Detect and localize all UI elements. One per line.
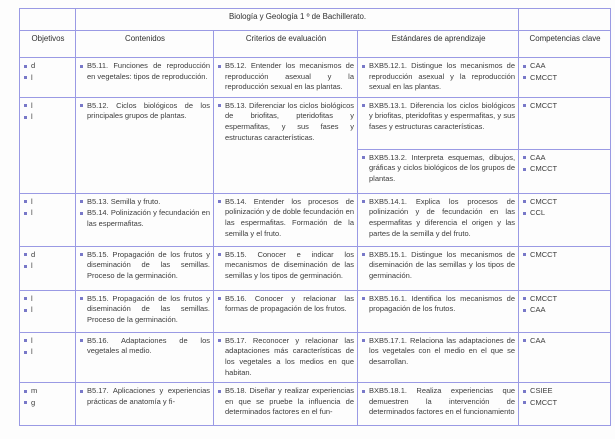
bullet-icon bbox=[523, 390, 526, 393]
bullet-icon bbox=[362, 65, 365, 68]
bullet-icon bbox=[523, 297, 526, 300]
competencias-cell bbox=[519, 193, 611, 246]
curriculum-table bbox=[19, 8, 611, 426]
list-item: d bbox=[24, 61, 72, 72]
bullet-icon bbox=[523, 200, 526, 203]
title-spacer-right bbox=[519, 9, 611, 31]
competencias-cell bbox=[519, 149, 611, 193]
bullet-icon bbox=[80, 339, 83, 342]
bullet-icon bbox=[24, 65, 27, 68]
col-header-objetivos: Objetivos bbox=[20, 31, 76, 58]
bullet-icon bbox=[523, 65, 526, 68]
bullet-icon bbox=[218, 104, 221, 107]
list-item: B5.15. Conocer e indicar los mecanismos de diseminación de las semillas y los tipos de germinación. bbox=[218, 250, 354, 282]
bullet-icon bbox=[523, 309, 526, 312]
criterios-cell bbox=[214, 246, 358, 290]
table-row bbox=[20, 58, 611, 98]
list-item: B5.17. Aplicaciones y experiencias prácticas de anatomía y fi- bbox=[80, 386, 210, 407]
list-item: CAA bbox=[523, 305, 607, 316]
competencias-cell bbox=[519, 290, 611, 332]
bullet-icon bbox=[218, 339, 221, 342]
list-item: B5.12. Ciclos biológicos de los principales grupos de plantas. bbox=[80, 101, 210, 122]
objetivos-cell bbox=[20, 332, 76, 382]
contenidos-cell bbox=[76, 97, 214, 193]
table-row bbox=[20, 246, 611, 290]
bullet-icon bbox=[218, 200, 221, 203]
list-item: CMCCT bbox=[523, 294, 607, 305]
bullet-icon bbox=[362, 200, 365, 203]
bullet-icon bbox=[24, 401, 27, 404]
bullet-icon bbox=[24, 297, 27, 300]
criterios-cell bbox=[214, 332, 358, 382]
bullet-icon bbox=[80, 297, 83, 300]
bullet-icon bbox=[24, 253, 27, 256]
list-item: CAA bbox=[523, 61, 607, 72]
list-item: B5.16. Adaptaciones de los vegetales al medio. bbox=[80, 336, 210, 357]
bullet-icon bbox=[362, 390, 365, 393]
list-item: B5.12. Entender los mecanismos de reproducción asexual y la reproducción sexual en las plantas. bbox=[218, 61, 354, 93]
list-item: l bbox=[24, 208, 72, 219]
list-item: g bbox=[24, 398, 72, 409]
list-item: l bbox=[24, 336, 72, 347]
bullet-icon bbox=[80, 390, 83, 393]
table-title: Biología y Geología 1 º de Bachillerato. bbox=[76, 9, 519, 31]
objetivos-cell bbox=[20, 246, 76, 290]
bullet-icon bbox=[523, 76, 526, 79]
list-item: B5.13. Semilla y fruto. bbox=[80, 197, 210, 208]
list-item: CMCCT bbox=[523, 197, 607, 208]
bullet-icon bbox=[362, 104, 365, 107]
bullet-icon bbox=[218, 253, 221, 256]
criterios-cell bbox=[214, 383, 358, 426]
list-item: B5.15. Propagación de los frutos y diseminación de las semillas. Proceso de la germinación. bbox=[80, 250, 210, 282]
criterios-cell bbox=[214, 193, 358, 246]
col-header-estandares: Estándares de aprendizaje bbox=[358, 31, 519, 58]
list-item: CMCCT bbox=[523, 164, 607, 175]
list-item: BXB5.12.1. Distingue los mecanismos de reproducción asexual y la reproducción sexual en las plantas. bbox=[362, 61, 515, 93]
list-item: B5.14. Polinización y fecundación en las espermafitas. bbox=[80, 208, 210, 229]
table-row bbox=[20, 193, 611, 246]
list-item: B5.18. Diseñar y realizar experiencias en que se pruebe la influencia de determinados factores en el fun- bbox=[218, 386, 354, 418]
contenidos-cell bbox=[76, 246, 214, 290]
bullet-icon bbox=[24, 200, 27, 203]
list-item: l bbox=[24, 347, 72, 358]
estandares-cell bbox=[358, 149, 519, 193]
contenidos-cell bbox=[76, 193, 214, 246]
list-item: l bbox=[24, 112, 72, 123]
list-item: m bbox=[24, 386, 72, 397]
estandares-cell bbox=[358, 58, 519, 98]
bullet-icon bbox=[80, 104, 83, 107]
list-item: BXB5.14.1. Explica los procesos de polinización y de fecundación en las espermafitas y diferencia el origen y las partes de la semilla y del fruto. bbox=[362, 197, 515, 239]
list-item: BXB5.13.2. Interpreta esquemas, dibujos, gráficas y ciclos biológicos de los grupos de plantas. bbox=[362, 153, 515, 185]
bullet-icon bbox=[218, 390, 221, 393]
estandares-cell bbox=[358, 332, 519, 382]
competencias-cell bbox=[519, 58, 611, 98]
objetivos-cell bbox=[20, 58, 76, 98]
bullet-icon bbox=[362, 253, 365, 256]
objetivos-cell bbox=[20, 97, 76, 193]
col-header-contenidos: Contenidos bbox=[76, 31, 214, 58]
list-item: B5.17. Reconocer y relacionar las adaptaciones más características de los vegetales a los medios en que habitan. bbox=[218, 336, 354, 378]
estandares-cell bbox=[358, 97, 519, 149]
bullet-icon bbox=[24, 212, 27, 215]
table-row bbox=[20, 97, 611, 149]
bullet-icon bbox=[24, 390, 27, 393]
bullet-icon bbox=[24, 351, 27, 354]
contenidos-cell bbox=[76, 332, 214, 382]
contenidos-cell bbox=[76, 58, 214, 98]
bullet-icon bbox=[24, 76, 27, 79]
list-item: l bbox=[24, 197, 72, 208]
list-item: BXB5.17.1. Relaciona las adaptaciones de los vegetales con el medio en el que se desarrollan. bbox=[362, 336, 515, 368]
contenidos-cell bbox=[76, 383, 214, 426]
list-item: CMCCT bbox=[523, 73, 607, 84]
bullet-icon bbox=[80, 200, 83, 203]
estandares-cell bbox=[358, 290, 519, 332]
table-row bbox=[20, 290, 611, 332]
bullet-icon bbox=[218, 65, 221, 68]
list-item: d bbox=[24, 250, 72, 261]
estandares-cell bbox=[358, 193, 519, 246]
estandares-cell bbox=[358, 246, 519, 290]
list-item: BXB5.16.1. Identifica los mecanismos de propagación de los frutos. bbox=[362, 294, 515, 315]
bullet-icon bbox=[24, 116, 27, 119]
bullet-icon bbox=[24, 265, 27, 268]
bullet-icon bbox=[80, 212, 83, 215]
bullet-icon bbox=[523, 168, 526, 171]
title-spacer-left bbox=[20, 9, 76, 31]
bullet-icon bbox=[523, 104, 526, 107]
bullet-icon bbox=[523, 156, 526, 159]
bullet-icon bbox=[362, 297, 365, 300]
estandares-cell bbox=[358, 383, 519, 426]
list-item: BXB5.13.1. Diferencia los ciclos biológicos y briofitas, pteridofitas y espermafitas, y sus fases y estructuras características. bbox=[362, 101, 515, 133]
list-item: CSIEE bbox=[523, 386, 607, 397]
list-item: l bbox=[24, 73, 72, 84]
header-row bbox=[20, 31, 611, 58]
bullet-icon bbox=[80, 253, 83, 256]
list-item: BXB5.15.1. Distingue los mecanismos de diseminación de las semillas y los tipos de germinación. bbox=[362, 250, 515, 282]
list-item: CMCCT bbox=[523, 250, 607, 261]
competencias-cell bbox=[519, 383, 611, 426]
list-item: BXB5.18.1. Realiza experiencias que demuestren la intervención de determinados factores en el funcionamiento bbox=[362, 386, 515, 418]
competencias-cell bbox=[519, 97, 611, 149]
table-row bbox=[20, 383, 611, 426]
criterios-cell bbox=[214, 58, 358, 98]
list-item: l bbox=[24, 101, 72, 112]
bullet-icon bbox=[24, 309, 27, 312]
contenidos-cell bbox=[76, 290, 214, 332]
bullet-icon bbox=[24, 104, 27, 107]
col-header-competencias: Competencias clave bbox=[519, 31, 611, 58]
competencias-cell bbox=[519, 246, 611, 290]
list-item: B5.14. Entender los procesos de polinización y de doble fecundación en las espermafitas. Formación de la semilla y el fruto. bbox=[218, 197, 354, 239]
list-item: CMCCT bbox=[523, 398, 607, 409]
title-row bbox=[20, 9, 611, 31]
bullet-icon bbox=[24, 339, 27, 342]
criterios-cell bbox=[214, 290, 358, 332]
list-item: B5.11. Funciones de reproducción en vegetales: tipos de reproducción. bbox=[80, 61, 210, 82]
objetivos-cell bbox=[20, 383, 76, 426]
competencias-cell bbox=[519, 332, 611, 382]
col-header-criterios: Criterios de evaluación bbox=[214, 31, 358, 58]
list-item: l bbox=[24, 294, 72, 305]
bullet-icon bbox=[218, 297, 221, 300]
list-item: B5.15. Propagación de los frutos y diseminación de las semillas. Proceso de la germinación. bbox=[80, 294, 210, 326]
objetivos-cell bbox=[20, 193, 76, 246]
bullet-icon bbox=[362, 156, 365, 159]
list-item: l bbox=[24, 305, 72, 316]
objetivos-cell bbox=[20, 290, 76, 332]
bullet-icon bbox=[362, 339, 365, 342]
bullet-icon bbox=[523, 401, 526, 404]
bullet-icon bbox=[523, 339, 526, 342]
bullet-icon bbox=[80, 65, 83, 68]
list-item: CCL bbox=[523, 208, 607, 219]
list-item: CAA bbox=[523, 336, 607, 347]
criterios-cell bbox=[214, 97, 358, 193]
list-item: CAA bbox=[523, 153, 607, 164]
bullet-icon bbox=[523, 253, 526, 256]
list-item: CMCCT bbox=[523, 101, 607, 112]
list-item: l bbox=[24, 261, 72, 272]
list-item: B5.13. Diferenciar los ciclos biológicos de briofitas, pteridofitas y espermafitas, y sus fases y estructuras características. bbox=[218, 101, 354, 143]
bullet-icon bbox=[523, 212, 526, 215]
table-row bbox=[20, 332, 611, 382]
list-item: B5.16. Conocer y relacionar las formas de propagación de los frutos. bbox=[218, 294, 354, 315]
